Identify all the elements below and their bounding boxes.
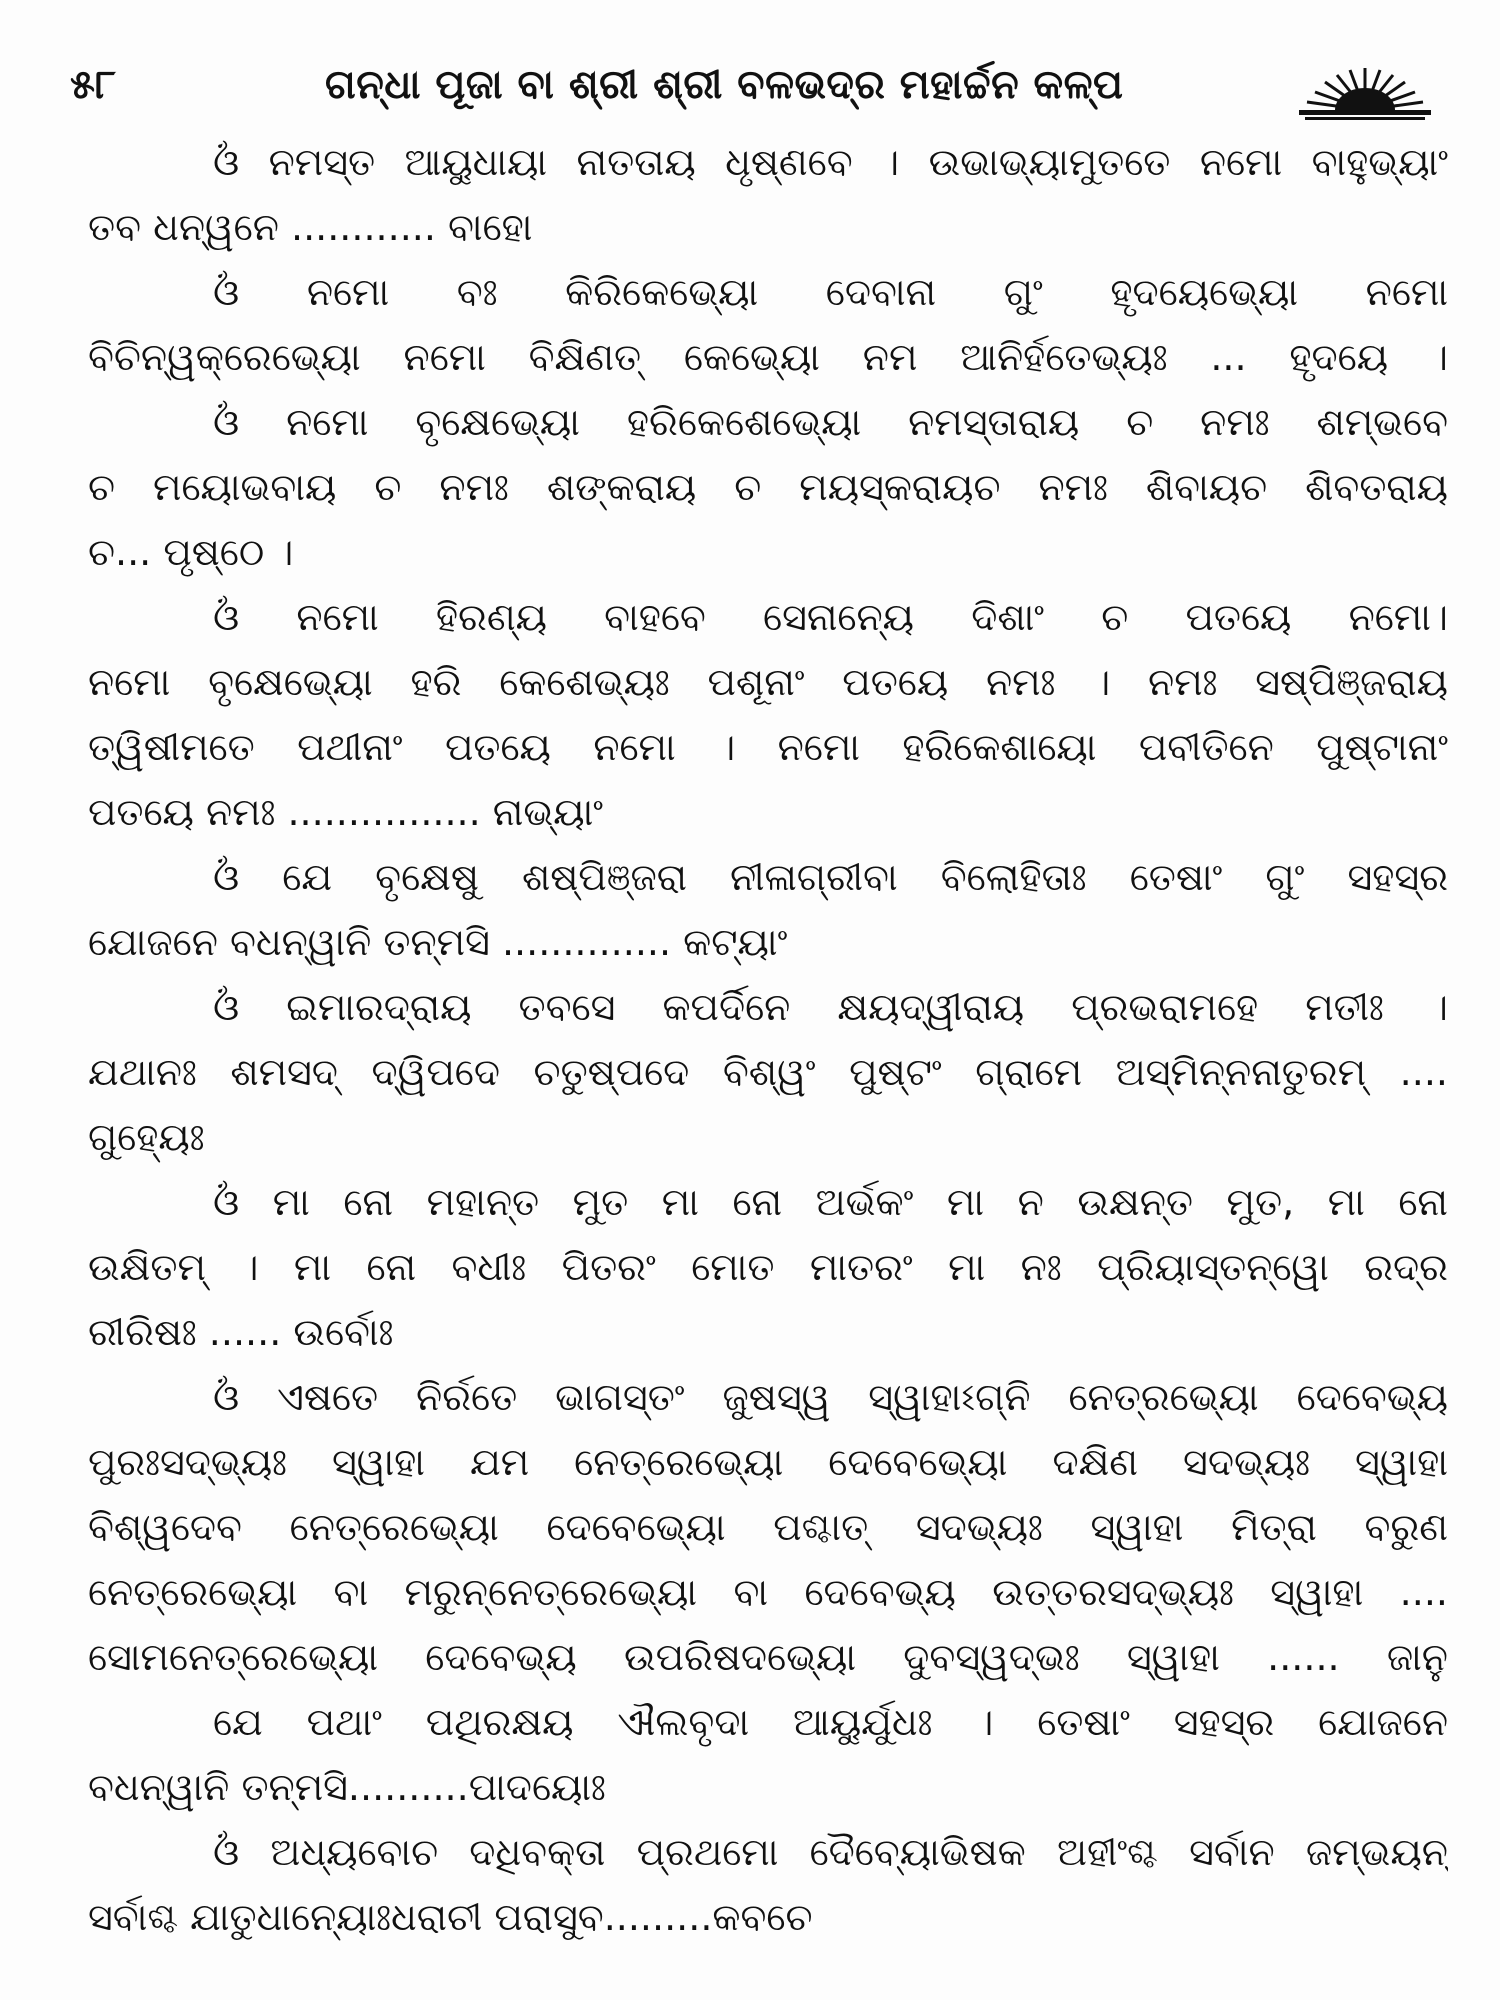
verse [88,845,1448,975]
text-line: ତ୍ୱିଷୀମତେ ପଥୀନାଂ ପତୟେ ନମୋ । ନମୋ ହରିକେଶାୟୋ ପବୀତିନେ ପୁଷ୍ଟାନାଂ [88,725,1448,769]
text-line: ନେତ୍ରେଭ୍ୟୋ ବା ମରୁନ୍ନେତ୍ରେଭ୍ୟୋ ବା ଦେବେଭ୍ୟ ଉତ୍ତରସଦ୍ଭ୍ୟଃ ସ୍ୱାହା .... [88,1570,1448,1614]
text-line: ଯଥାନଃ ଶମସଦ୍ ଦ୍ୱିପଦେ ଚତୁଷ୍ପଦେ ବିଶ୍ୱଂ ପୁଷ୍ଟଂ ଗ୍ରାମେ ଅସ୍ମିନ୍ନନାତୁରମ୍ .... [88,1050,1448,1094]
text-line: ଚ... ପୃଷ୍ଠେ । [88,530,294,574]
text-line: ଓଁ ଇମାରଦ୍ରାୟ ତବସେ କପର୍ଦିନେ କ୍ଷୟଦ୍ୱୀରାୟ ପ୍ରଭରାମହେ ମତୀଃ । [213,985,1448,1029]
text-line: ବିଶ୍ୱଦେବ ନେତ୍ରେଭ୍ୟୋ ଦେବେଭ୍ୟୋ ପଶ୍ଚାତ୍ ସଦଭ୍ୟଃ ସ୍ୱାହା ମିତ୍ରା ବରୁଣ [88,1505,1448,1549]
text-line: ପତୟେ ନମଃ ................ ନାଭ୍ୟାଂ [88,790,604,834]
text-line: ଓଁ ନମୋ ବୃକ୍ଷେଭ୍ୟୋ ହରିକେଶେଭ୍ୟୋ ନମସ୍ତାରାୟ ଚ ନମଃ ଶମ୍ଭବେ [213,400,1448,444]
page-header [70,62,1450,122]
text-line: ଓଁ ଯେ ବୃକ୍ଷେଷୁ ଶଷ୍ପିଞ୍ଜରା ନୀଳାଗ୍ରୀବା ବିଲୋହିତାଃ ତେଷାଂ ଗୁଂ ସହସ୍ର [213,855,1448,899]
body-text [88,130,1448,1950]
page-number: ୫୮ [70,62,116,108]
verse [88,130,1448,260]
text-line: ଓଁ ଅଧ୍ୟବୋଚ ଦଧିବକ୍ତା ପ୍ରଥମୋ ଦୈବ୍ୟୋଭିଷକ ଅହୀଂଶ୍ଚ ସର୍ବାନ ଜମ୍ଭୟନ୍ [213,1830,1448,1874]
verse [88,585,1448,845]
text-line: ଓଁ ଏଷତେ ନିର୍ରତେ ଭାଗସ୍ତଂ ଜୁଷସ୍ୱ ସ୍ୱାହାଽଗ୍ନି ନେତ୍ରଭ୍ୟୋ ଦେବେଭ୍ୟ [213,1375,1448,1419]
text-line: ଯୋଜନେ ବଧନ୍ୱାନି ତନ୍ମସି .............. କଟ୍ୟାଂ [88,920,788,964]
text-line: ଚ ମୟୋଭବାୟ ଚ ନମଃ ଶଙ୍କରାୟ ଚ ମୟସ୍କରାୟଚ ନମଃ ଶିବାୟଚ ଶିବତରାୟ [88,465,1448,509]
text-line: ବିଚିନ୍ୱକ୍ରେଭ୍ୟୋ ନମୋ ବିକ୍ଷିଣତ୍ କେଭ୍ୟୋ ନମ ଆନିର୍ହତେଭ୍ୟଃ ... ହୃଦୟେ । [88,335,1448,379]
text-line: ଓଁ ନମୋ ହିରଣ୍ୟ ବାହବେ ସେନାନ୍ୟେ ଦିଶାଂ ଚ ପତୟେ ନମୋ। [213,595,1448,639]
rising-sun-icon [1295,62,1435,122]
text-line: ଓଁ ମା ନୋ ମହାନ୍ତ ମୁତ ମା ନୋ ଅର୍ଭକଂ ମା ନ ଉକ୍ଷନ୍ତ ମୁତ, ମା ନୋ [213,1180,1448,1224]
verse [88,975,1448,1170]
verse [88,1820,1448,1950]
text-line: ଓଁ ନମୋ ବଃ କିରିକେଭ୍ୟୋ ଦେବାନା ଗୁଂ ହୃଦୟେଭ୍ୟୋ ନମୋ [213,270,1448,314]
text-line: ସୋମନେତ୍ରେଭ୍ୟୋ ଦେବେଭ୍ୟ ଉପରିଷଦଭ୍ୟୋ ଦୁବସ୍ୱଦ୍ଭଃ ସ୍ୱାହା ...... ଜାନୁ [88,1635,1448,1679]
verse [88,260,1448,390]
text-line: ତବ ଧନ୍ୱନେ ............ ବାହୋ [88,205,533,249]
text-line: ନମୋ ବୃକ୍ଷେଭ୍ୟୋ ହରି କେଶେଭ୍ୟଃ ପଶୂନାଂ ପତୟେ ନମଃ । ନମଃ ସଷ୍ପିଞ୍ଜରାୟ [88,660,1448,704]
text-line: ସର୍ବାଶ୍ଚ ଯାତୁଧାନ୍ୟୋଃଧରାଚୀ ପରାସୁବ.........କବଚେ [88,1895,813,1939]
text-line: ଉକ୍ଷିତମ୍ । ମା ନୋ ବଧୀଃ ପିତରଂ ମୋତ ମାତରଂ ମା ନଃ ପ୍ରିୟାସ୍ତନ୍ୱୋ ରଦ୍ର [88,1245,1448,1289]
text-line: ଓଁ ନମସ୍ତ ଆୟୁଧାୟା ନାତତାୟ ଧୃଷ୍ଣବେ । ଉଭାଭ୍ୟାମୁତତେ ନମୋ ବାହୁଭ୍ୟାଂ [213,140,1448,184]
running-title: ଗନ୍ଧା ପୂଜା ବା ଶ୍ରୀ ଶ୍ରୀ ବଳଭଦ୍ର ମହାର୍ଚ୍ଚନ କଳ୍ପ [325,62,1124,108]
verse [88,1170,1448,1365]
text-line: ରୀରିଷଃ ...... ଉର୍ବୋଃ [88,1310,394,1354]
text-line: ବଧନ୍ୱାନି ତନ୍ମସି..........ପାଦୟୋଃ [88,1765,606,1809]
verse [88,1365,1448,1690]
text-line: ପୁରଃସଦ୍ଭ୍ୟଃ ସ୍ୱାହା ଯମ ନେତ୍ରେଭ୍ୟୋ ଦେବେଭ୍ୟୋ ଦକ୍ଷିଣ ସଦଭ୍ୟଃ ସ୍ୱାହା [88,1440,1448,1484]
text-line: ଗୁହ୍ୟେଃ [88,1115,205,1159]
verse [88,1690,1448,1820]
text-line: ଯେ ପଥାଂ ପଥିରକ୍ଷୟ ଐଲବୃଦା ଆୟୁର୍ଯୁଧଃ । ତେଷାଂ ସହସ୍ର ଯୋଜନେ [213,1700,1448,1744]
verse [88,390,1448,585]
